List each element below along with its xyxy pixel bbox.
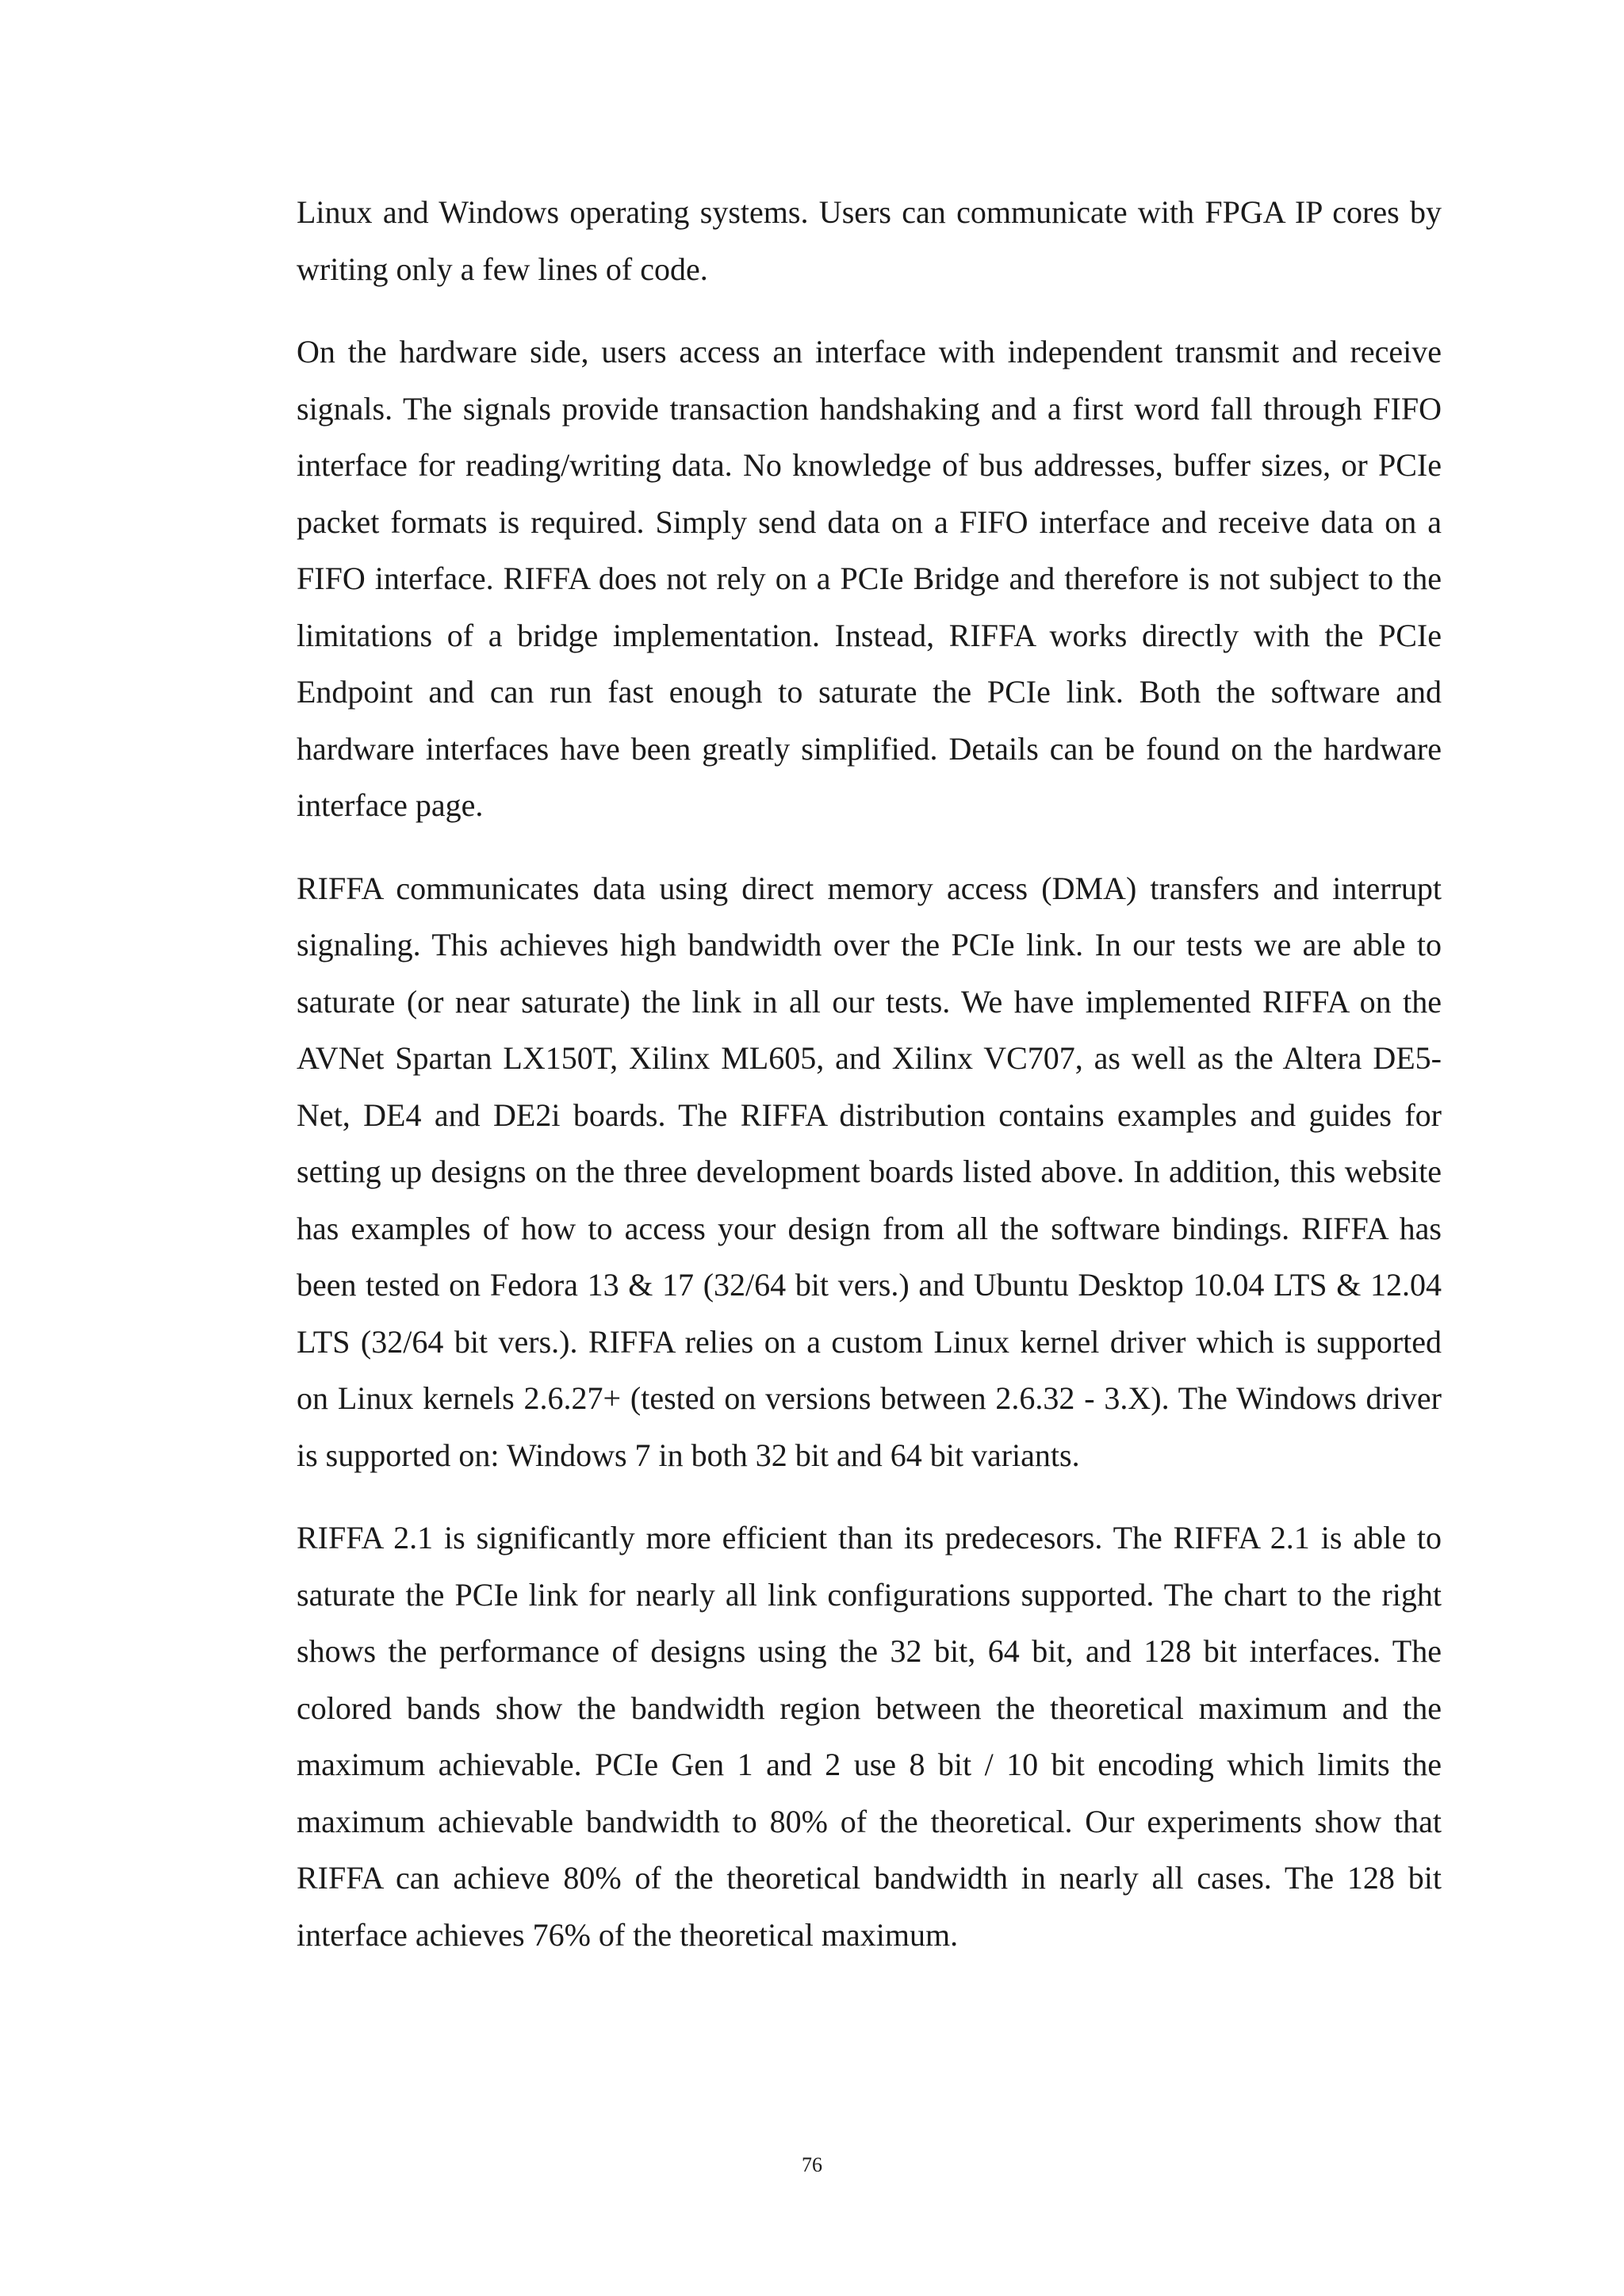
paragraph-2: On the hardware side, users access an interface with independent transmit and receive signals. The signals provide transaction handshaking and a first word fall through FIFO interface for reading/writing data. No knowledge of bus addresses, buffer sizes, or PCIe packet formats is required. Simply send data on a FIFO interface and receive data on a FIFO interface. RIFFA does not rely on a PCIe Bridge and therefore is not subject to the limitations of a bridge implementation. Instead, RIFFA works directly with the PCIe Endpoint and can run fast enough to saturate the PCIe link. Both the software and hardware interfaces have been greatly simplified. Details can be found on the hardware interface page. — [297, 334, 1442, 823]
paragraph-4: RIFFA 2.1 is significantly more efficient than its predecesors. The RIFFA 2.1 is able to saturate the PCIe link for nearly all link configurations supported. The chart to the right shows the performance of designs using the 32 bit, 64 bit, and 128 bit interfaces. The colored bands show the bandwidth region between the theoretical maximum and the maximum achievable. PCIe Gen 1 and 2 use 8 bit / 10 bit encoding which limits the maximum achievable bandwidth to 80% of the theoretical. Our experiments show that RIFFA can achieve 80% of the theoretical bandwidth in nearly all cases. The 128 bit interface achieves 76% of the theoretical maximum. — [297, 1520, 1442, 1953]
paragraph-3: RIFFA communicates data using direct memory access (DMA) transfers and interrupt signaling. This achieves high bandwidth over the PCIe link. In our tests we are able to saturate (or near saturate) the link in all our tests. We have implemented RIFFA on the AVNet Spartan LX150T, Xilinx ML605, and Xilinx VC707, as well as the Altera DE5-Net, DE4 and DE2i boards. The RIFFA distribution contains examples and guides for setting up designs on the three development boards listed above. In addition, this website has examples of how to access your design from all the software bindings. RIFFA has been tested on Fedora 13 & 17 (32/64 bit vers.) and Ubuntu Desktop 10.04 LTS & 12.04 LTS (32/64 bit vers.). RIFFA relies on a custom Linux kernel driver which is supported on Linux kernels 2.6.27+ (tested on versions between 2.6.32 - 3.X). The Windows driver is supported on: Windows 7 in both 32 bit and 64 bit variants. — [297, 870, 1442, 1473]
page-number: 76 — [802, 2153, 822, 2176]
body-text — [297, 184, 1442, 1963]
paragraph-1: Linux and Windows operating systems. Users can communicate with FPGA IP cores by writing only a few lines of code. — [297, 194, 1442, 287]
